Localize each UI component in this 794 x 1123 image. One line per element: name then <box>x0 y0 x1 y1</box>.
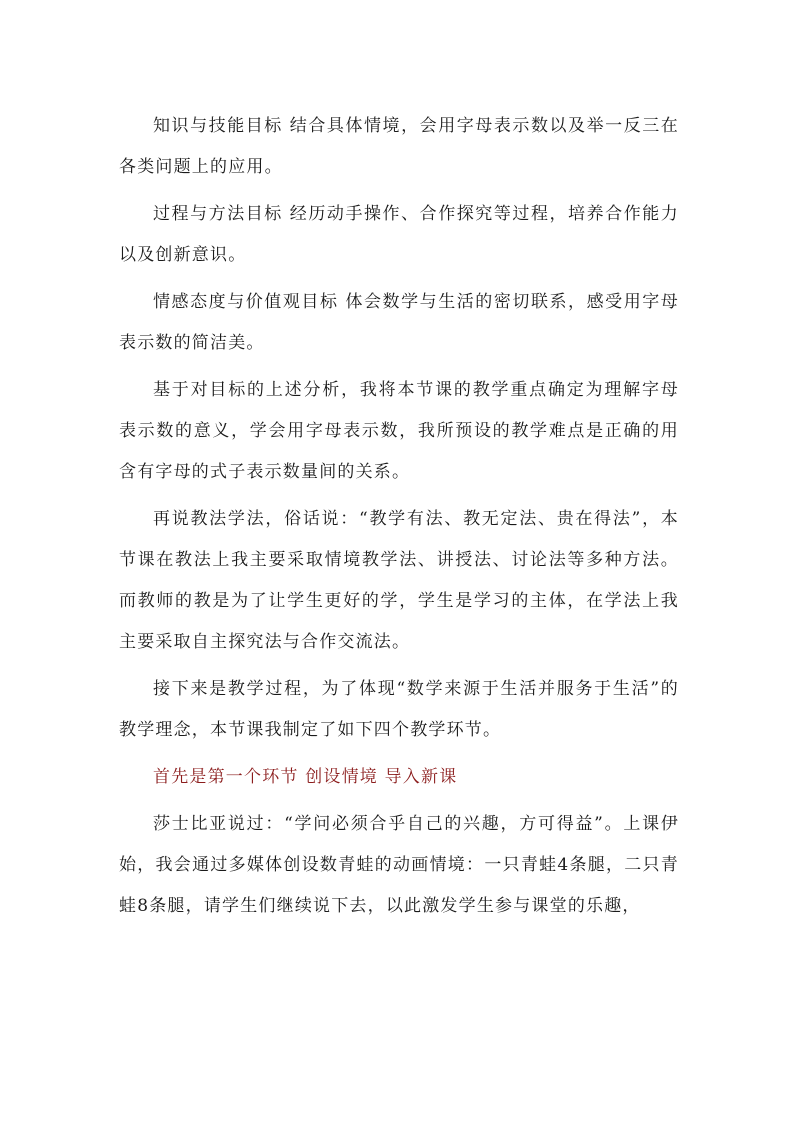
paragraph-process-goal: 过程与方法目标 经历动手操作、合作探究等过程，培养合作能力以及创新意识。 <box>119 204 679 265</box>
paragraph-knowledge-goal: 知识与技能目标 结合具体情境，会用字母表示数以及举一反三在各类问题上的应用。 <box>119 116 679 177</box>
paragraph-emotion-goal: 情感态度与价值观目标 体会数学与生活的密切联系，感受用字母表示数的简洁美。 <box>119 292 679 353</box>
paragraph-key-points: 基于对目标的上述分析，我将本节课的教学重点确定为理解字母表示数的意义，学会用字母表示数，我所预设的教学难点是正确的用含有字母的式子表示数量间的关系。 <box>119 380 679 482</box>
paragraph-teaching-process: 接下来是教学过程，为了体现“数学来源于生活并服务于生活”的教学理念，本节课我制定了如下四个教学环节。 <box>119 679 679 740</box>
section-heading-first-step: 首先是第一个环节 创设情境 导入新课 <box>153 767 458 787</box>
document-body <box>119 106 679 933</box>
paragraph-teaching-methods: 再说教法学法，俗话说：“教学有法、教无定法、贵在得法”，本节课在教法上我主要采取情境教学法、讲授法、讨论法等多种方法。而教师的教是为了让学生更好的学，学生是学习的主体，在学法上我主要采取自主探究法与合作交流法。 <box>119 509 679 652</box>
paragraph-introduction: 莎士比亚说过：“学问必须合乎自己的兴趣，方可得益”。上课伊始，我会通过多媒体创设数青蛙的动画情境：一只青蛙4条腿，二只青蛙8条腿，请学生们继续说下去，以此激发学生参与课堂的乐趣， <box>119 814 679 916</box>
